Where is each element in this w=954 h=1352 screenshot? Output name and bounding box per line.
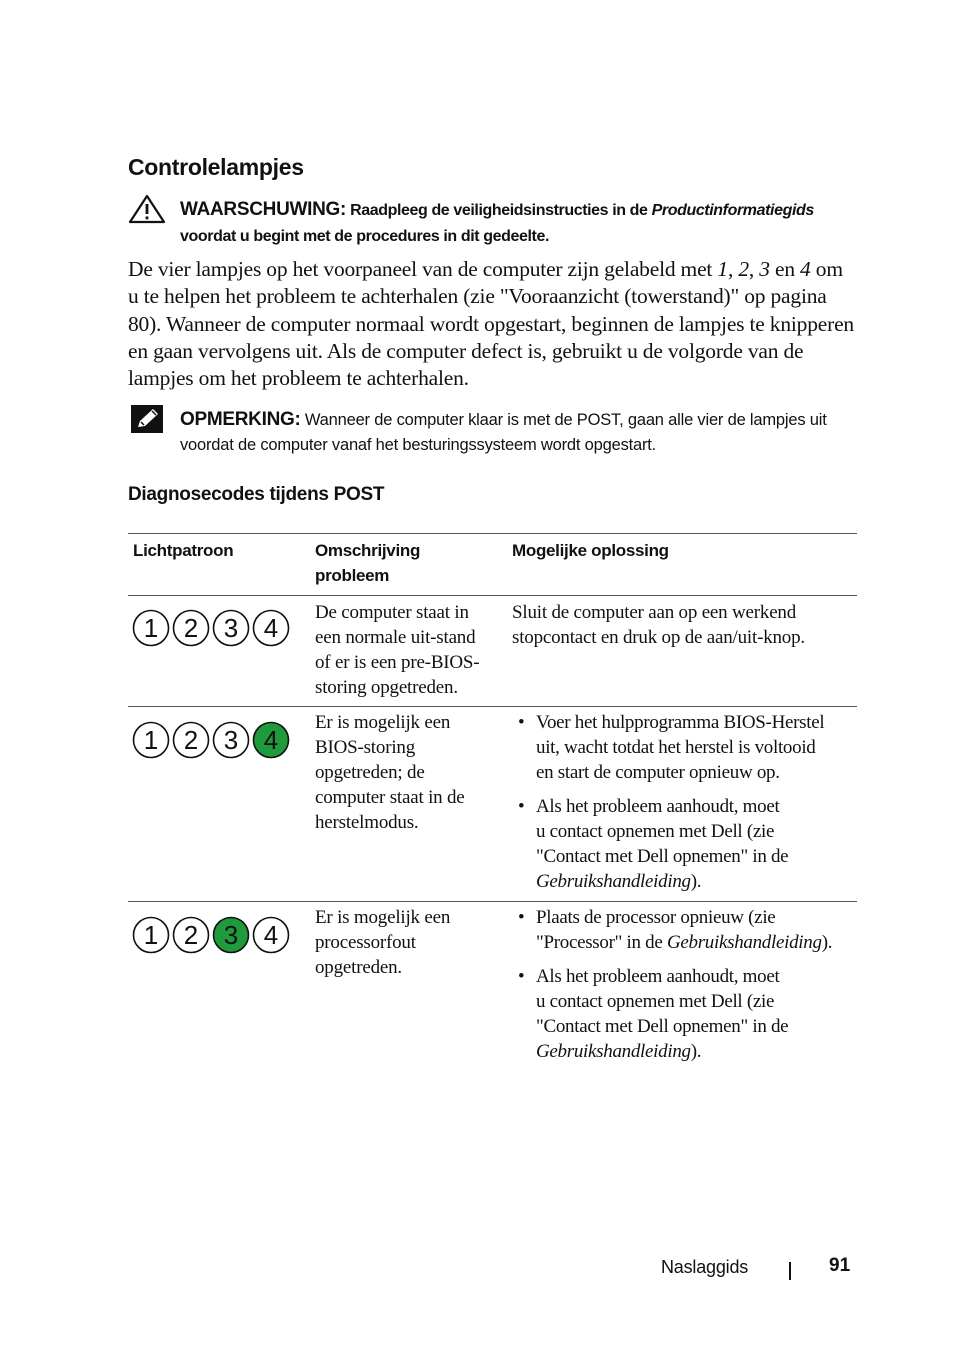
svg-text:1: 1 [143,725,159,755]
led-3-icon [214,723,249,758]
warning-block [180,197,870,250]
led-1-icon [134,611,169,646]
bullet-icon: • [518,907,525,928]
table-rule-top [128,533,857,534]
page-number: 91 [829,1255,851,1276]
section-heading: Diagnosecodes tijdens POST [128,484,385,505]
led-4-icon [254,723,289,758]
svg-text:2: 2 [183,613,199,643]
svg-text:4: 4 [263,725,279,755]
led-4-icon [254,918,289,953]
led-pattern-row-2 [131,720,296,760]
led-3-icon [214,611,249,646]
led-1-icon [134,918,169,953]
led-pattern-row-1 [131,608,296,648]
led-pattern-svg [131,720,296,760]
svg-text:2: 2 [183,920,199,950]
footer-label: Naslaggids [661,1257,749,1277]
note-icon [131,405,163,433]
led-4-icon [254,611,289,646]
svg-text:4: 4 [263,920,279,950]
led-pattern-svg [131,915,296,955]
led-1-icon [134,723,169,758]
row-3-bullet-2: • Als het probleem aanhoudt, moet u contact opnemen met Dell (zie "Contact met Dell opnemen" in de Gebruikshandleiding). [518,966,789,1062]
led-pattern-row-3 [131,915,296,955]
led-2-icon [174,611,209,646]
intro-paragraph: De vier lampjes op het voorpaneel van de computer zijn gelabeld met 1, 2, 3 en 4 om u te helpen het probleem te achterhalen (zie "Vooraanzicht (towerstand)" op pagina 80). Wanneer de computer normaal wordt opgestart, beginnen de lampjes te knipperen en gaan vervolgens uit. Als de computer defect is, gebruikt u de volgorde van de lampjes om het probleem te achterhalen. [128,257,854,391]
row-1-solution: Sluit de computer aan op een werkend stopcontact en druk op de aan/uit-knop. [512,602,805,648]
row-3-bullet-1: • Plaats de processor opnieuw (zie "Processor" in de Gebruikshandleiding). [518,907,833,953]
bullet-icon: • [518,966,525,987]
warning-text-italic: Productinformatiegids [651,202,814,219]
warning-text: Raadpleeg de veiligheidsinstructies in de [350,202,648,219]
page-title: Controlelampjes [128,154,304,180]
note-text: Wanneer de computer klaar is met de POST, gaan alle vier de lampjes uit voordat de computer vanaf het besturingssysteem wordt opgestart. [180,411,827,454]
row-1-description: De computer staat in een normale uit-stand of er is een pre-BIOS- storing opgetreden. [315,602,480,698]
svg-text:1: 1 [143,920,159,950]
led-pattern-svg [131,608,296,648]
header-description: Omschrijving probleem [315,541,421,585]
svg-text:3: 3 [223,920,239,950]
led-2-icon [174,918,209,953]
svg-text:3: 3 [223,725,239,755]
note-block [180,407,870,458]
table-rule [128,706,857,707]
header-solution: Mogelijke oplossing [512,541,669,560]
svg-text:4: 4 [263,613,279,643]
warning-label: WAARSCHUWING: [180,199,347,220]
bullet-icon: • [518,796,525,817]
row-3-description: Er is mogelijk een processorfout opgetreden. [315,907,451,978]
warning-icon [128,194,166,224]
led-3-icon [214,918,249,953]
row-2-bullet-1: • Voer het hulpprogramma BIOS-Herstel uit, wacht totdat het herstel is voltooid en start de computer opnieuw op. [518,712,825,783]
svg-text:2: 2 [183,725,199,755]
table-rule [128,901,857,902]
bullet-icon: • [518,712,525,733]
header-pattern: Lichtpatroon [133,541,234,560]
led-2-icon [174,723,209,758]
warning-text-end: voordat u begint met de procedures in dit gedeelte. [180,228,549,245]
svg-text:3: 3 [223,613,239,643]
row-2-bullet-2: • Als het probleem aanhoudt, moet u contact opnemen met Dell (zie "Contact met Dell opnemen" in de Gebruikshandleiding). [518,796,789,892]
table-rule [128,595,857,596]
footer-divider [789,1262,791,1280]
row-2-description: Er is mogelijk een BIOS-storing opgetreden; de computer staat in de herstelmodus. [315,712,465,833]
note-label: OPMERKING: [180,409,301,430]
svg-text:1: 1 [143,613,159,643]
